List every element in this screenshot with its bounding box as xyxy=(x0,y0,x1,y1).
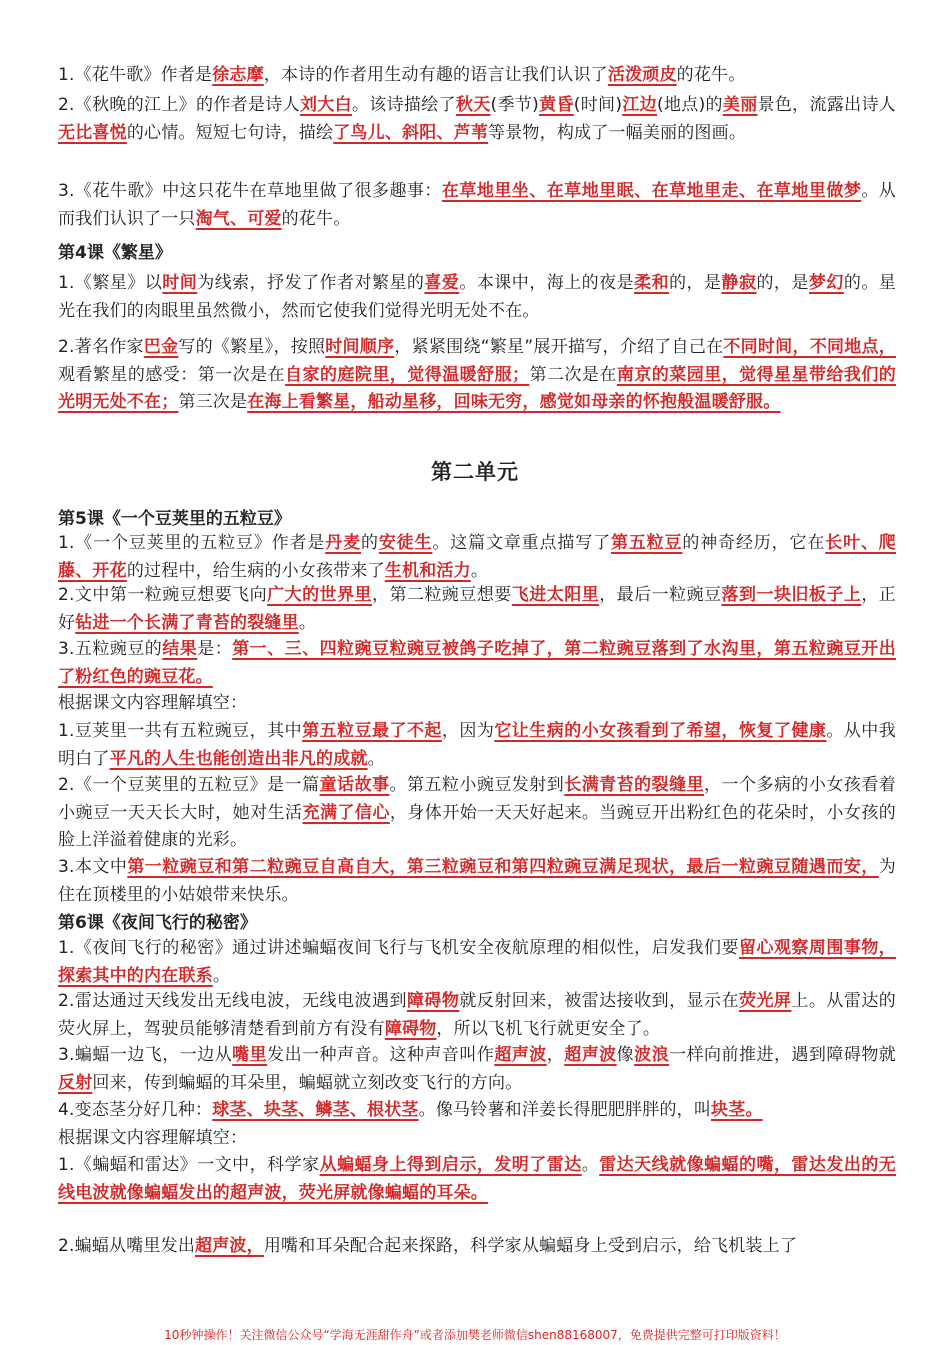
answer-highlight: 江边 xyxy=(622,95,657,115)
answer-highlight: 它让生病的小女孩看到了希望，恢复了健康 xyxy=(494,721,827,741)
text-run: (季节) xyxy=(490,95,539,115)
text-run: ，正好 xyxy=(58,585,897,633)
answer-highlight: 广大的世界里 xyxy=(267,585,372,605)
answer-highlight: 时间 xyxy=(162,273,198,293)
paragraph xyxy=(58,92,896,147)
answer-highlight: 反射 xyxy=(58,1072,93,1093)
text-run: 2.蝙蝠从嘴里发出 xyxy=(58,1236,196,1256)
paragraph xyxy=(58,1233,896,1261)
text-run: 的，是 xyxy=(756,273,809,293)
paragraph xyxy=(58,1125,896,1153)
text-run: ，紧紧围绕“繁星”展开描写，介绍了自己在 xyxy=(394,337,724,357)
answer-highlight: 丹麦 xyxy=(325,533,361,553)
text-run: 。这篇文章重点描写了 xyxy=(432,533,611,553)
answer-highlight: 充满了信心 xyxy=(302,802,390,823)
answer-highlight: 生机和活力 xyxy=(384,560,471,581)
text-run: 2.《一个豆荚里的五粒豆》是一篇 xyxy=(58,775,320,795)
paragraph xyxy=(58,334,896,417)
text-run: 像 xyxy=(616,1045,635,1065)
answer-highlight: 雷达天线就像蝙蝠的嘴，雷达发出的无线电波就像蝙蝠发出的超声波，荧光屏就像蝙蝠的耳朵。 xyxy=(58,1155,897,1203)
answer-highlight: 徐志摩 xyxy=(212,65,264,85)
answer-highlight: 钻进一个长满了青苔的裂缝里 xyxy=(75,612,299,633)
text-run: 1.《夜间飞行的秘密》通过讲述蝙蝠夜间飞行与飞机安全夜航原理的相似性，启发我们要 xyxy=(58,938,739,958)
answer-highlight: 结果 xyxy=(162,639,198,659)
answer-highlight: 静寂 xyxy=(721,273,757,293)
text-run: 上。从雷达的荧火屏上，驾驶员能够清楚看到前方有没有 xyxy=(58,991,896,1039)
text-run: (地点)的 xyxy=(656,95,723,115)
paragraph xyxy=(58,178,896,233)
paragraph xyxy=(58,636,896,691)
text-run: ，身体开始一天天好起来。当豌豆开出粉红色的花朵时，小女孩的脸上洋溢着健康的光彩。 xyxy=(58,802,896,850)
answer-highlight: 巴金 xyxy=(143,337,179,357)
paragraph xyxy=(58,270,896,325)
answer-highlight: 第五粒豆最了不起 xyxy=(302,721,442,741)
text-run: 。 xyxy=(581,1155,600,1175)
answer-highlight: 柔和 xyxy=(634,273,670,293)
text-run: 3.五粒豌豆的 xyxy=(58,639,163,659)
text-run: 的过程中，给生病的小女孩带来了 xyxy=(126,560,385,581)
answer-highlight: 嘴里 xyxy=(232,1045,268,1065)
text-run: 为住在顶楼里的小姑娘带来快乐。 xyxy=(58,857,896,905)
answer-highlight: 秋天 xyxy=(455,95,491,115)
text-run: 1.豆荚里一共有五粒豌豆，其中 xyxy=(58,721,303,741)
text-run: 写的《繁星》，按照 xyxy=(178,337,326,357)
text-run: (时间) xyxy=(573,95,623,115)
text-run: 1.《一个豆荚里的五粒豆》作者是 xyxy=(58,533,326,553)
text-run: 发出一种声音。这种声音叫作 xyxy=(267,1045,495,1065)
text-run: 第三次是 xyxy=(178,392,248,412)
text-run: 等景物，构成了一幅美丽的图画。 xyxy=(488,122,747,143)
paragraph xyxy=(58,854,896,909)
paragraph xyxy=(58,935,896,990)
text-run: 是： xyxy=(197,639,233,659)
text-run: 1.《蝙蝠和雷达》一文中，科学家 xyxy=(58,1155,320,1175)
answer-highlight: 在海上看繁星，船动星移，回味无穷，感觉如母亲的怀抱般温暖舒服。 xyxy=(247,392,781,412)
text-run: 2.《秋晚的江上》的作者是诗人 xyxy=(58,95,300,115)
answer-highlight: 童话故事 xyxy=(319,775,390,795)
answer-highlight: 留心观察周围事物，探索其中的内在联系 xyxy=(58,938,896,986)
paragraph xyxy=(58,1042,896,1097)
text-run: 根据课文内容理解填空： xyxy=(58,693,248,713)
text-run: 。第五粒小豌豆发射到 xyxy=(389,775,565,795)
answer-highlight: 黄昏 xyxy=(538,95,574,115)
text-run: 为线索，抒发了作者对繁星的 xyxy=(197,273,425,293)
text-run: 用嘴和耳朵配合起来探路，科学家从蝙蝠身上受到启示，给飞机装上了 xyxy=(263,1236,798,1256)
text-run: 2.雷达通过天线发出无线电波，无线电波遇到 xyxy=(58,991,407,1011)
text-run: 3.《花牛歌》中这只花牛在草地里做了很多趣事： xyxy=(58,181,442,201)
text-run: 。 xyxy=(470,560,489,581)
text-run: 的花牛。 xyxy=(281,208,351,229)
text-run: 。该诗描绘了 xyxy=(351,95,456,115)
text-run: 1.《繁星》以 xyxy=(58,273,163,293)
text-run: 。 xyxy=(367,748,385,769)
text-run: 。 xyxy=(212,965,231,986)
text-run: 的 xyxy=(360,533,379,553)
text-run: 观看繁星的感受：第一次是在 xyxy=(58,364,286,385)
text-run: ， xyxy=(546,1045,565,1065)
paragraph xyxy=(58,530,896,585)
text-run: ，本诗的作者用生动有趣的语言让我们认识了 xyxy=(263,65,608,85)
text-run: 一样向前推进，遇到障碍物就 xyxy=(669,1045,897,1065)
answer-highlight: 梦幻 xyxy=(808,273,844,293)
answer-highlight: 不同时间，不同地点， xyxy=(723,337,897,357)
text-run: 2.著名作家 xyxy=(58,337,144,357)
text-run: 。从而我们认识了一只 xyxy=(58,181,896,229)
answer-highlight: 淘气、可爱 xyxy=(195,208,282,229)
text-run: 2.文中第一粒豌豆想要飞向 xyxy=(58,585,268,605)
text-run: 3.本文中 xyxy=(58,857,128,877)
answer-highlight: 第一粒豌豆和第二粒豌豆自高自大，第三粒豌豆和第四粒豌豆满足现状，最后一粒豌豆随遇而安， xyxy=(127,857,879,877)
text-run: 第二次是在 xyxy=(529,364,617,385)
text-run: 就反射回来，被雷达接收到，显示在 xyxy=(459,991,739,1011)
lesson-heading: 第6课《夜间飞行的秘密》 xyxy=(58,913,257,933)
answer-highlight: 落到一块旧板子上 xyxy=(721,585,862,605)
text-run: 。从中我明白了 xyxy=(58,721,896,769)
paragraph xyxy=(58,988,896,1043)
text-run: 3.蝙蝠一边飞，一边从 xyxy=(58,1045,233,1065)
paragraph xyxy=(58,1152,896,1207)
text-run: 的。星光在我们的肉眼里虽然微小，然而它使我们觉得光明无处不在。 xyxy=(58,273,896,321)
text-run: 根据课文内容理解填空： xyxy=(58,1128,248,1148)
text-run: 景色，流露出诗人 xyxy=(757,95,896,115)
text-run: ，所以飞机飞行就更安全了。 xyxy=(436,1018,661,1039)
answer-highlight: 刘大白 xyxy=(299,95,352,115)
text-run: 。本课中，海上的夜是 xyxy=(459,273,635,293)
answer-highlight: 平凡的人生也能创造出非凡的成就 xyxy=(109,748,368,769)
answer-highlight: 超声波， xyxy=(195,1236,264,1256)
answer-highlight: 块茎。 xyxy=(711,1100,763,1120)
text-run: 4.变态茎分好几种： xyxy=(58,1100,213,1120)
text-run: 回来，传到蝙蝠的耳朵里，蝙蝠就立刻改变飞行的方向。 xyxy=(92,1072,523,1093)
answer-highlight: 喜爱 xyxy=(424,273,460,293)
answer-highlight: 美丽 xyxy=(722,95,758,115)
unit-title: 第二单元 xyxy=(431,460,519,484)
paragraph xyxy=(58,62,896,90)
answer-highlight: 第一、三、四粒豌豆粒豌豆被鸽子吃掉了，第二粒豌豆落到了水沟里，第五粒豌豆开出了粉红色的豌豆花。 xyxy=(58,639,896,687)
text-run: 。 xyxy=(298,612,317,633)
answer-highlight: 超声波 xyxy=(494,1045,547,1065)
answer-highlight: 南京的菜园里，觉得星星带给我们的光明无处不在； xyxy=(58,364,897,412)
answer-highlight: 自家的庭院里，觉得温暖舒服； xyxy=(285,364,530,385)
answer-highlight: 从蝙蝠身上得到启示，发明了雷达 xyxy=(319,1155,582,1175)
text-run: 。像马铃薯和洋姜长得肥肥胖胖的，叫 xyxy=(418,1100,712,1120)
answer-highlight: 荧光屏 xyxy=(738,991,792,1011)
lesson-heading: 第5课《一个豆荚里的五粒豆》 xyxy=(58,509,291,529)
answer-highlight: 在草地里坐、在草地里眠、在草地里走、在草地里做梦 xyxy=(441,181,862,201)
answer-highlight: 第五粒豆 xyxy=(610,533,683,553)
text-run: 的神奇经历，它在 xyxy=(682,533,826,553)
answer-highlight: 无比喜悦 xyxy=(58,122,127,143)
paragraph xyxy=(58,1097,896,1125)
answer-highlight: 波浪 xyxy=(634,1045,670,1065)
text-run: 的，是 xyxy=(669,273,722,293)
answer-highlight: 长叶、爬藤、开花 xyxy=(58,533,896,581)
text-run: 1.《花牛歌》作者是 xyxy=(58,65,213,85)
answer-highlight: 超声波 xyxy=(564,1045,617,1065)
paragraph xyxy=(58,582,896,637)
text-run: ，最后一粒豌豆 xyxy=(599,585,722,605)
answer-highlight: 安徒生 xyxy=(378,533,433,553)
answer-highlight: 时间顺序 xyxy=(325,337,395,357)
text-run: ，一个多病的小女孩看着小豌豆一天天长大时，她对生活 xyxy=(58,775,897,823)
answer-highlight: 障碍物 xyxy=(384,1018,437,1039)
answer-highlight: 障碍物 xyxy=(406,991,460,1011)
answer-highlight: 飞进太阳里 xyxy=(511,585,600,605)
text-run: ，第二粒豌豆想要 xyxy=(371,585,512,605)
footer-note: 10秒钟操作！关注微信公众号“学海无涯甜作舟”或者添加樊老师微信shen88168007，免费提供完整可打印版资料！ xyxy=(164,1328,786,1342)
answer-highlight: 长满青苔的裂缝里 xyxy=(564,775,705,795)
answer-highlight: 了鸟儿、斜阳、芦苇 xyxy=(333,122,489,143)
answer-highlight: 球茎、块茎、鳞茎、根状茎 xyxy=(212,1100,419,1120)
answer-highlight: 活泼顽皮 xyxy=(607,65,677,85)
text-run: ，因为 xyxy=(441,721,495,741)
paragraph xyxy=(58,690,896,718)
paragraph xyxy=(58,772,896,855)
paragraph xyxy=(58,718,896,773)
text-run: 的心情。短短七句诗，描绘 xyxy=(126,122,334,143)
text-run: 的花牛。 xyxy=(676,65,746,85)
lesson-heading: 第4课《繁星》 xyxy=(58,243,172,263)
